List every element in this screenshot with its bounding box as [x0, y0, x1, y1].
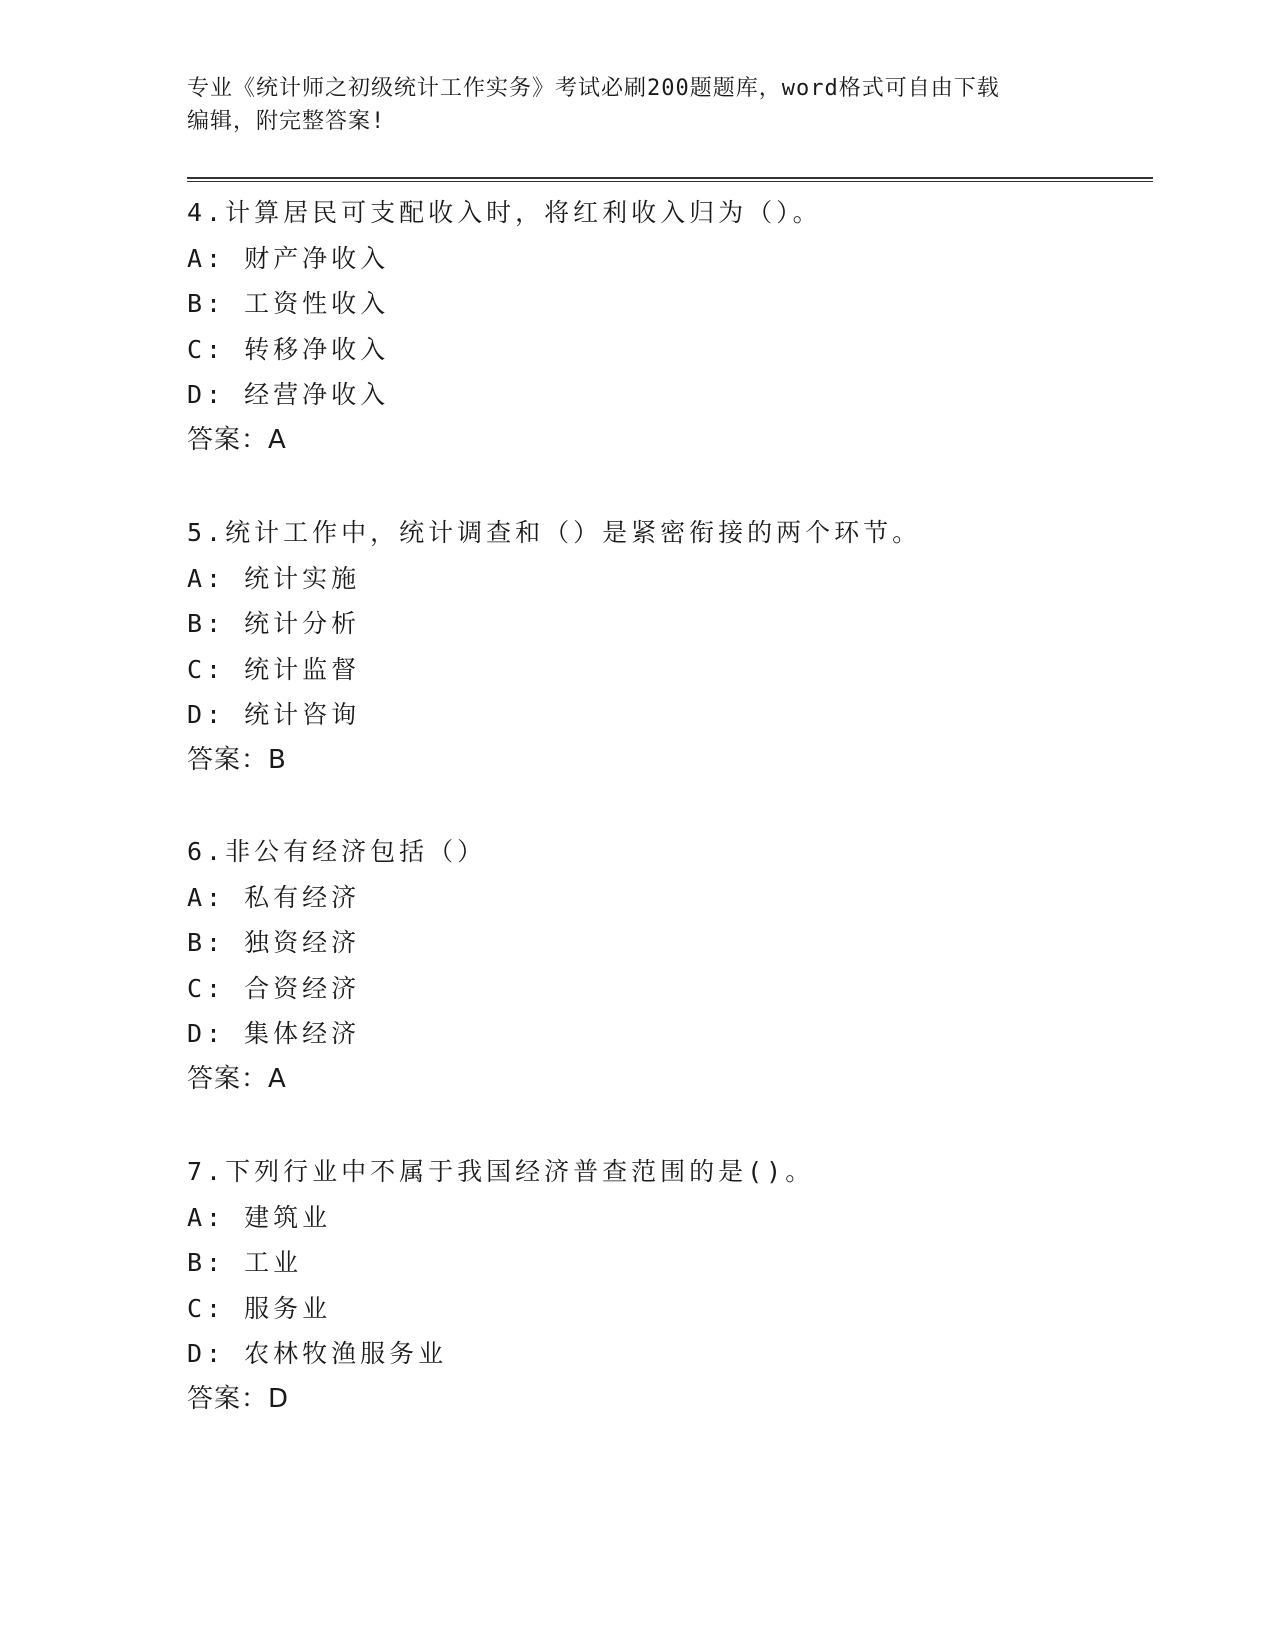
option-d: D: 集体经济	[187, 1019, 361, 1049]
header-divider-thin	[187, 181, 1153, 182]
question-block	[187, 829, 1147, 1103]
header-line-1: 专业《统计师之初级统计工作实务》考试必刷200题题库，word格式可自由下载	[187, 76, 1000, 101]
question-stem: 5.统计工作中，统计调查和（）是紧密衔接的两个环节。	[187, 518, 922, 547]
answer-text: 答案：A	[187, 1063, 287, 1094]
option-b: B: 工业	[187, 1248, 303, 1278]
option-d: D: 农林牧渔服务业	[187, 1339, 448, 1369]
option-a: A: 财产净收入	[187, 243, 390, 273]
answer-text: 答案：D	[187, 1383, 290, 1414]
question-stem: 7.下列行业中不属于我国经济普查范围的是()。	[187, 1157, 815, 1186]
option-b: B: 独资经济	[187, 928, 361, 958]
question-block	[187, 190, 1147, 464]
answer-text: 答案：A	[187, 424, 287, 455]
option-c: C: 转移净收入	[187, 334, 390, 364]
option-c: C: 合资经济	[187, 973, 361, 1003]
question-stem: 6.非公有经济包括（）	[187, 837, 487, 866]
question-block	[187, 1149, 1147, 1423]
option-a: A: 统计实施	[187, 563, 361, 593]
option-c: C: 服务业	[187, 1293, 332, 1323]
answer-text: 答案：B	[187, 744, 287, 775]
question-block	[187, 510, 1147, 784]
document-header	[187, 72, 1087, 138]
option-b: B: 工资性收入	[187, 289, 390, 319]
option-a: A: 私有经济	[187, 882, 361, 912]
question-stem: 4.计算居民可支配收入时，将红利收入归为（）。	[187, 198, 822, 227]
option-d: D: 统计咨询	[187, 700, 361, 730]
header-line-2: 编辑，附完整答案!	[187, 109, 386, 134]
option-a: A: 建筑业	[187, 1202, 332, 1232]
option-c: C: 统计监督	[187, 654, 361, 684]
option-d: D: 经营净收入	[187, 380, 390, 410]
option-b: B: 统计分析	[187, 609, 361, 639]
header-divider-thick	[187, 177, 1153, 179]
